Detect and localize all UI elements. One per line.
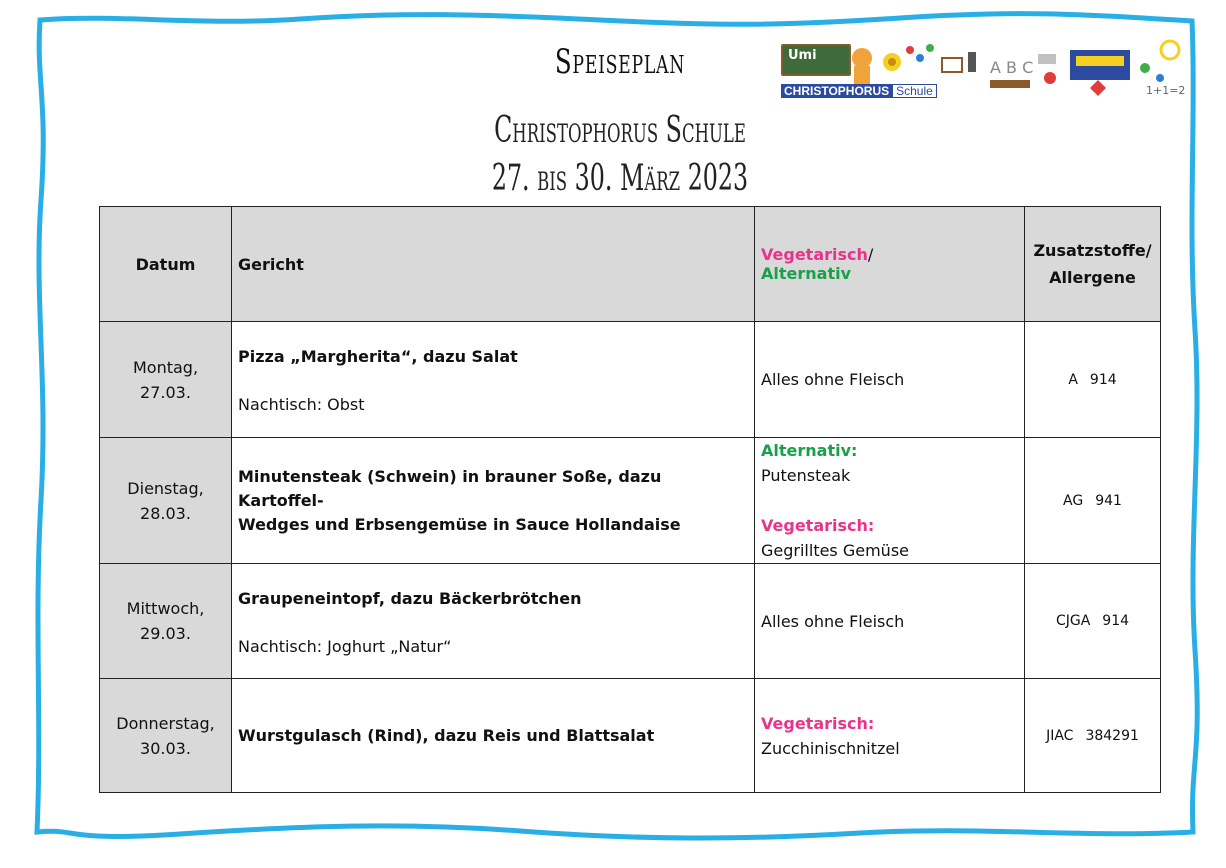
- day-cell: [100, 438, 232, 564]
- svg-text:A B C: A B C: [990, 58, 1034, 77]
- school-logo-banner: [780, 38, 1195, 100]
- header-dish: Gericht: [232, 207, 755, 322]
- dish-name-line1: Minutensteak (Schwein) in brauner Soße, dazu Kartoffel-: [238, 466, 662, 510]
- additive-numbers: 914: [1102, 613, 1130, 629]
- dish-cell: [232, 564, 755, 679]
- allergen-letters: JIAC: [1046, 727, 1074, 744]
- additives-cell: [1025, 322, 1161, 438]
- day-cell: [100, 679, 232, 793]
- day-name: Dienstag,: [127, 478, 204, 498]
- additive-numbers: 384291: [1085, 727, 1139, 744]
- day-date: 30.03.: [140, 738, 191, 758]
- additive-numbers: 914: [1089, 371, 1117, 388]
- logo-brand-bold: CHRISTOPHORUS: [781, 84, 892, 98]
- table-header-row: [100, 207, 1161, 322]
- table-row: [100, 564, 1161, 679]
- school-name: Christophorus Schule: [494, 110, 746, 151]
- allergen-letters: A: [1068, 371, 1078, 388]
- header-additives: [1025, 207, 1161, 322]
- additives-cell: [1025, 564, 1161, 679]
- date-range: 27. bis 30. März 2023: [491, 158, 749, 199]
- header-additives-line1: Zusatzstoffe/: [1033, 241, 1152, 260]
- header-veg-alt: [755, 207, 1025, 322]
- additive-numbers: 941: [1095, 492, 1122, 509]
- day-name: Montag,: [132, 357, 199, 377]
- day-name: Mittwoch,: [126, 599, 205, 618]
- header-veg-label: Vegetarisch: [761, 245, 868, 264]
- dessert: Nachtisch: Joghurt „Natur“: [238, 636, 452, 656]
- day-date: 27.03.: [140, 382, 191, 402]
- vegetarian-value: Zucchinischnitzel: [761, 738, 900, 758]
- logo-brand-light: Schule: [892, 84, 937, 98]
- day-name: Donnerstag,: [116, 713, 215, 733]
- page-title: Speiseplan: [554, 42, 686, 82]
- table-row: [100, 438, 1161, 564]
- vegetarian-label: Vegetarisch:: [761, 516, 875, 535]
- dish-name: Pizza „Margherita“, dazu Salat: [238, 347, 518, 366]
- table-row: [100, 679, 1161, 793]
- svg-text:1+1=2: 1+1=2: [1146, 84, 1186, 97]
- day-cell: [100, 322, 232, 438]
- logo-sign: Umi: [781, 44, 851, 76]
- header-slash: /: [867, 245, 874, 264]
- allergen-letters: AG: [1063, 492, 1084, 509]
- day-cell: [100, 564, 232, 679]
- vegetarian-value: Gegrilltes Gemüse: [761, 541, 909, 560]
- dish-cell: [232, 438, 755, 564]
- alternative-cell: Alles ohne Fleisch: [755, 322, 1025, 438]
- dessert: Nachtisch: Obst: [238, 395, 365, 414]
- day-date: 28.03.: [140, 503, 191, 523]
- additives-cell: [1025, 438, 1161, 564]
- alternative-value: Putensteak: [761, 466, 851, 485]
- dish-name-line2: Wedges und Erbsengemüse in Sauce Hollandaise: [238, 514, 681, 534]
- additives-cell: [1025, 679, 1161, 793]
- table-row: [100, 322, 1161, 438]
- alternative-label: Alternativ:: [761, 441, 858, 460]
- vegetarian-label: Vegetarisch:: [761, 713, 875, 733]
- header-alt-label: Alternativ: [761, 264, 852, 283]
- alternative-cell: Alles ohne Fleisch: [755, 564, 1025, 679]
- dish-name: Wurstgulasch (Rind), dazu Reis und Blattsalat: [238, 725, 655, 745]
- alternative-cell: [755, 438, 1025, 564]
- dish-name: Graupeneintopf, dazu Bäckerbrötchen: [238, 588, 582, 608]
- allergen-letters: CJGA: [1055, 613, 1091, 629]
- header-additives-line2: Allergene: [1049, 268, 1136, 287]
- logo-brand-bar: [781, 84, 937, 98]
- dish-cell: [232, 322, 755, 438]
- alternative-cell: [755, 679, 1025, 793]
- dish-cell: [232, 679, 755, 793]
- menu-table: [99, 206, 1161, 793]
- day-date: 29.03.: [140, 624, 191, 643]
- header-date: Datum: [100, 207, 232, 322]
